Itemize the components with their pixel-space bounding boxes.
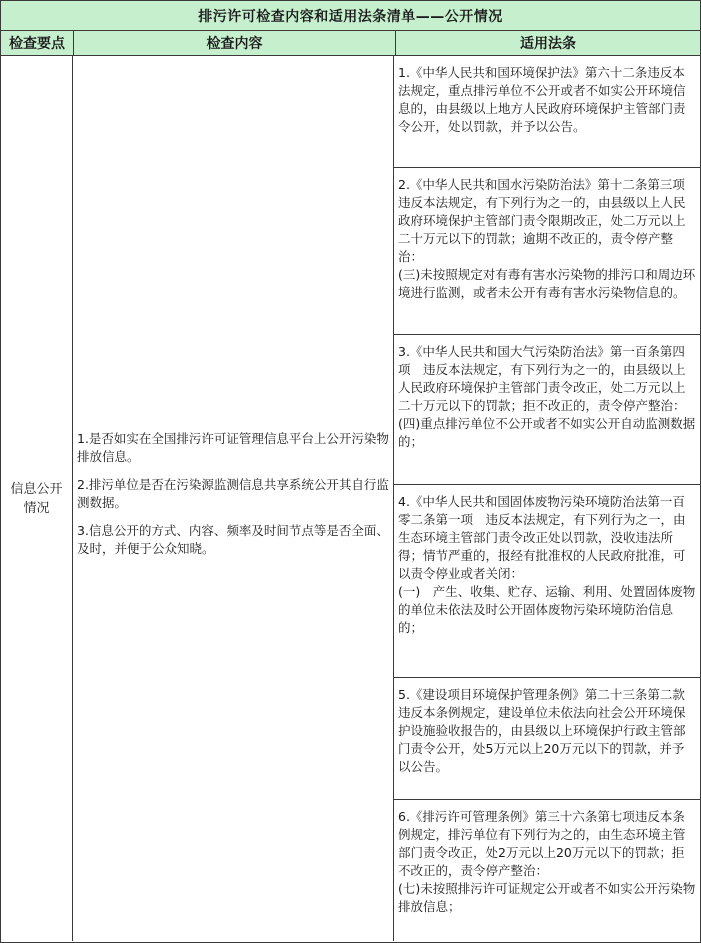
check-content-item: 3.信息公开的方式、内容、频率及时间节点等是否全面、及时，并便于公众知晓。	[77, 522, 389, 556]
check-item-cell: 信息公开情况	[1, 56, 73, 941]
check-content-item: 2.排污单位是否在污染源监测信息共享系统公开其自行监测数据。	[77, 476, 389, 510]
header-row	[1, 31, 700, 56]
header-content: 检查内容	[74, 31, 396, 55]
check-content-item: 1.是否如实在全国排污许可证管理信息平台上公开污染物排放信息。	[77, 430, 389, 464]
law-entry: 2.《中华人民共和国水污染防治法》第十二条第三项 违反本法规定，有下列行为之一的，由县级以上人民政府环境保护主管部门责令限期改正，处二万元以上二十万元以下的罚款；逾期不改正的，责令停产整治： (三)未按照规定对有毒有害水污染物的排污口和周边环境进行监测，或者未公开有毒有害水污染物信息的。	[394, 168, 700, 335]
table-title: 排污许可检查内容和适用法条清单——公开情况	[1, 1, 700, 31]
table-row	[1, 56, 700, 941]
check-content-cell	[73, 56, 394, 941]
law-entry: 1.《中华人民共和国环境保护法》第六十二条违反本法规定，重点排污单位不公开或者不如实公开环境信息的，由县级以上地方人民政府环境保护主管部门责令公开，处以罚款，并予以公告。	[394, 56, 700, 168]
laws-cell	[394, 56, 700, 941]
header-laws: 适用法条	[520, 36, 576, 52]
law-entry: 6.《排污许可管理条例》第三十六条第七项违反本条例规定，排污单位有下列行为之的，由生态环境主管部门责令改正，处2万元以上20万元以下的罚款；拒不改正的，责令停产整治： (七)未按照排污许可证规定公开或者不如实公开污染物排放信息；	[398, 809, 696, 914]
law-entry: 5.《建设项目环境保护管理条例》第二十三条第二款 违反本条例规定，建设单位未依法向社会公开环境保护设施验收报告的，由县级以上环境保护行政主管部门责令公开，处5万元以上20万元以下的罚款，并予以公告。	[394, 678, 700, 800]
header-item: 检查要点	[1, 31, 74, 55]
law-entry: 4.《中华人民共和国固体废物污染环境防治法第一百零二条第一项 违反本法规定，有下列行为之一，由生态环境主管部门责令改正处以罚款，没收违法所得；情节严重的，报经有批准权的人民政府批准，可以责令停业或者关闭： (一) 产生、收集、贮存、运输、利用、处置固体废物的单位未依法及时公开固体废物污染环境防治信息的；	[394, 485, 700, 678]
law-entry: 3.《中华人民共和国大气污染防治法》第一百条第四项 违反本法规定，有下列行为之一的，由县级以上人民政府环境保护主管部门责令改正，处二万元以上二十万元以下的罚款；拒不改正的，责令停产整治： (四)重点排污单位不公开或者不如实公开自动监测数据的；	[394, 335, 700, 485]
check-content-list	[77, 430, 389, 568]
